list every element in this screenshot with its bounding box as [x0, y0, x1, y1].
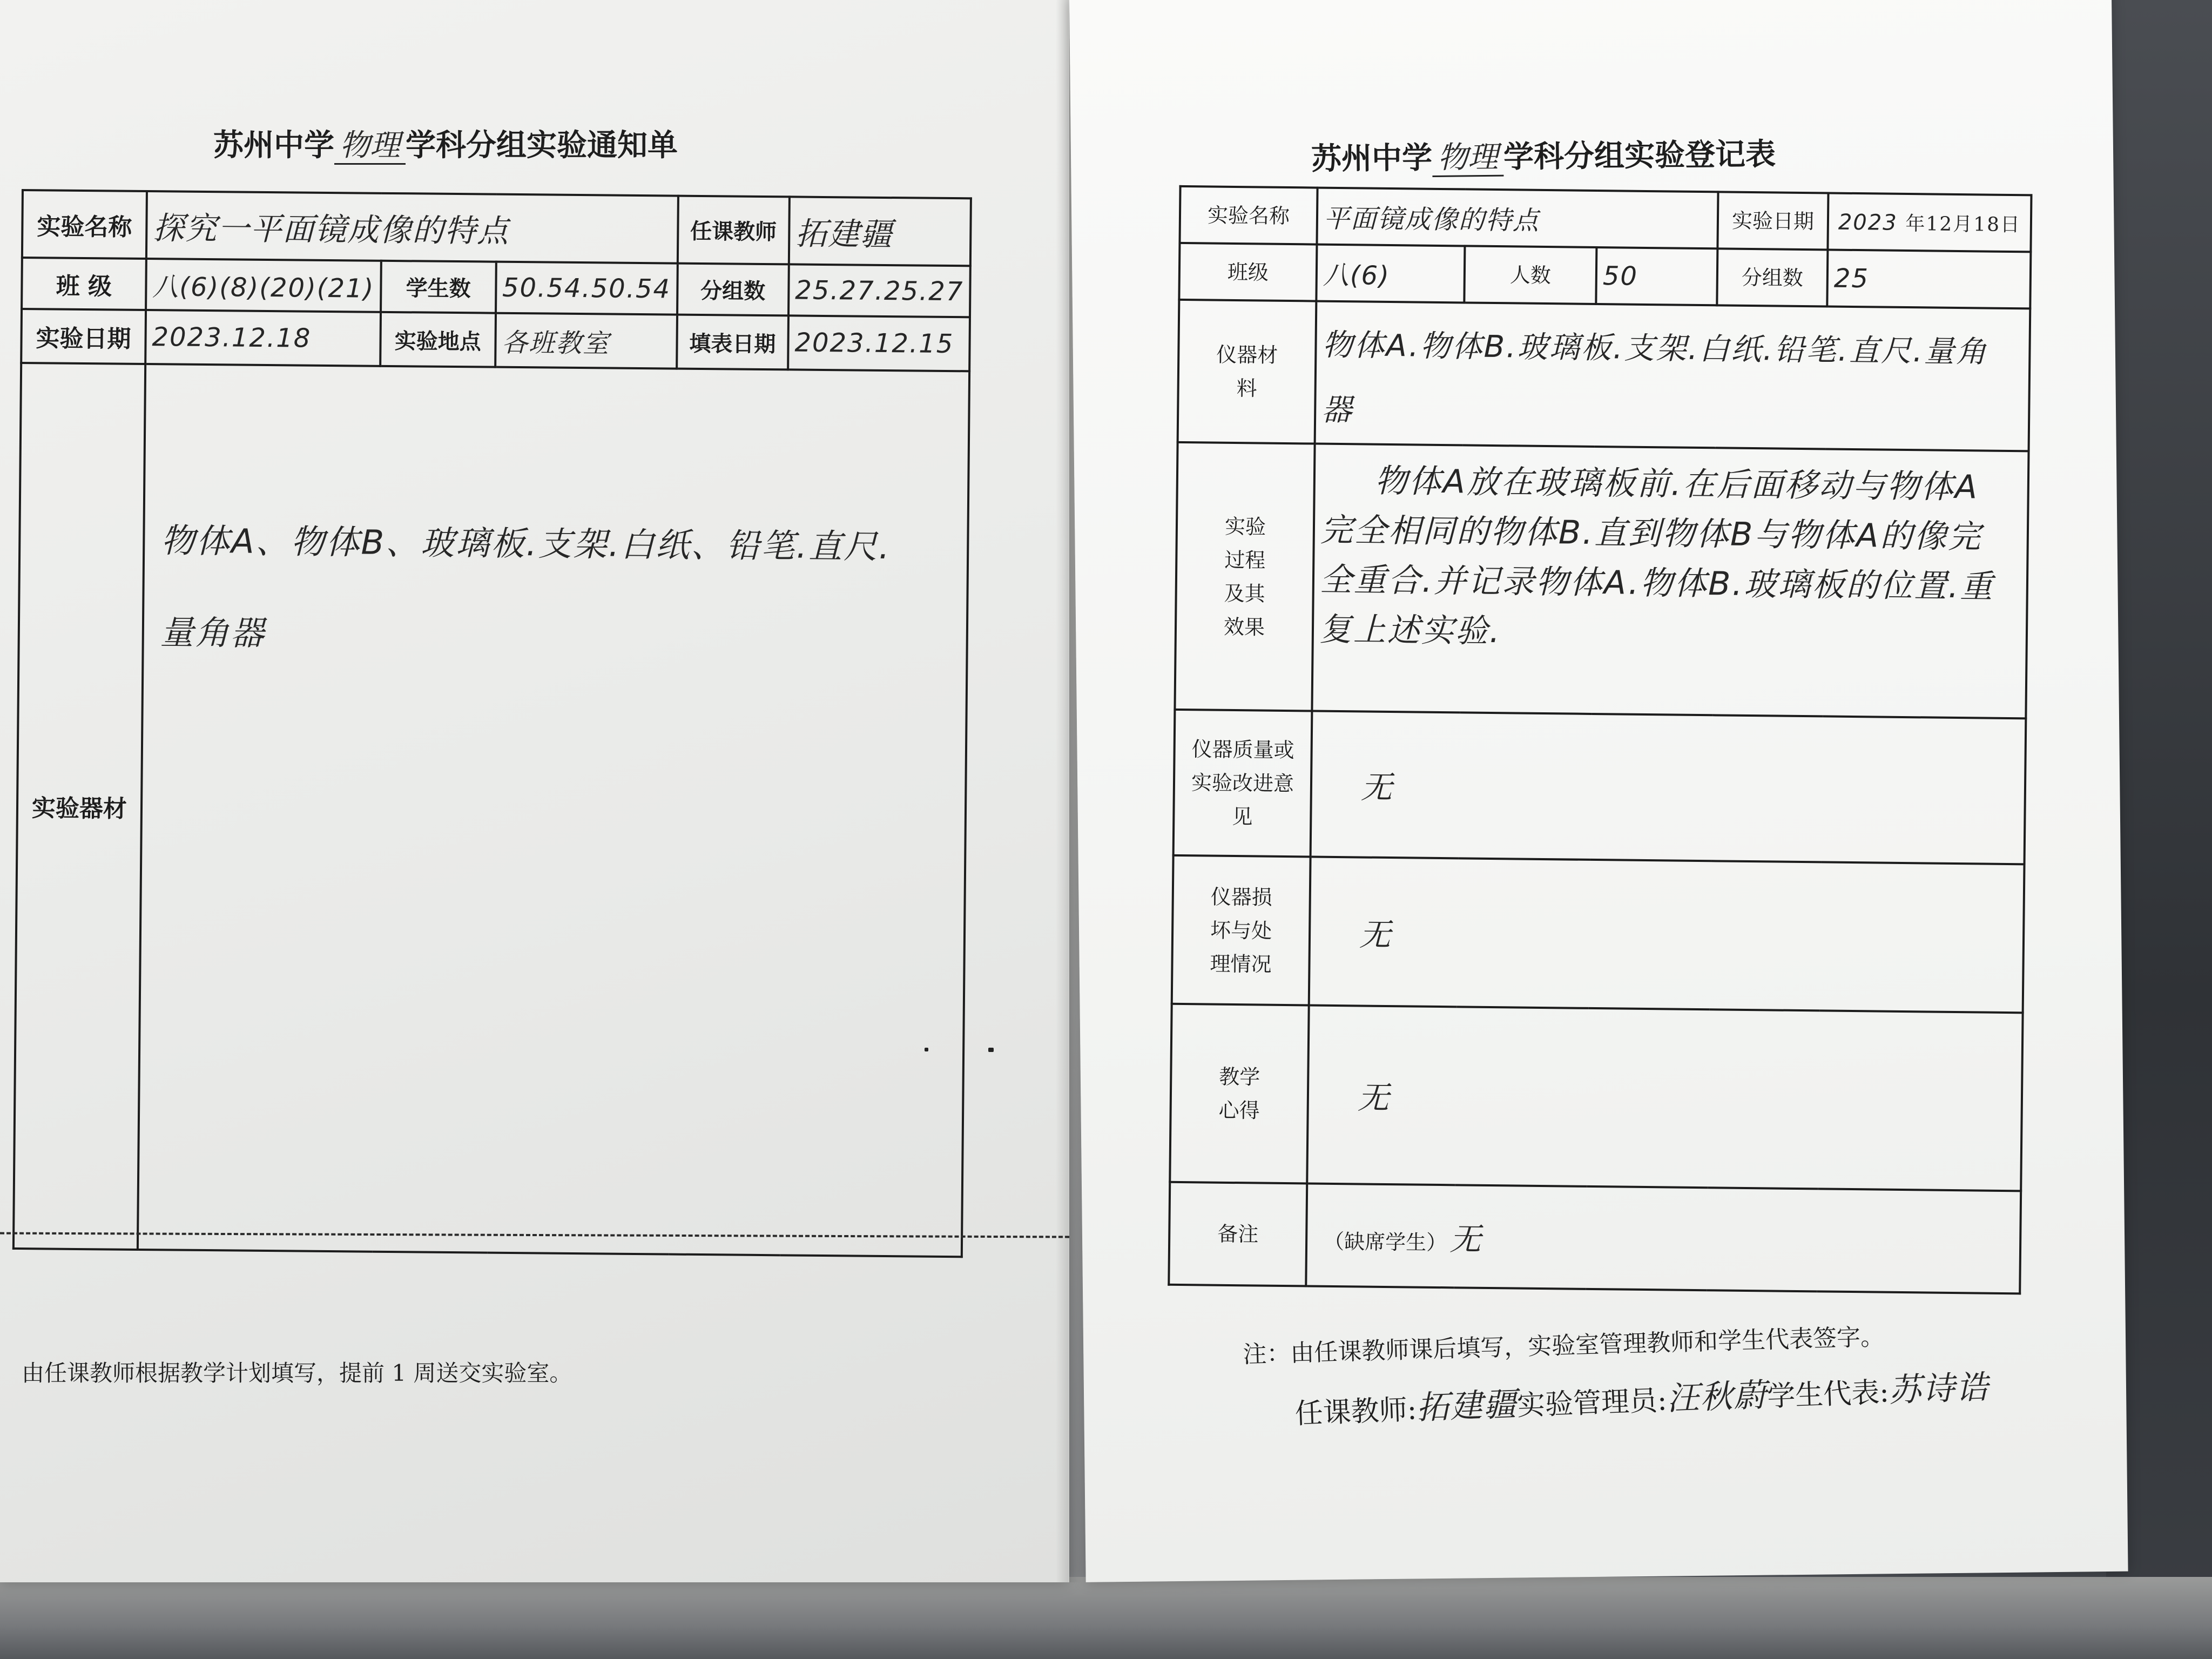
label-student-count: 学生数: [381, 261, 496, 313]
reg-label-quality: 仪器质量或实验改进意见: [1174, 710, 1312, 857]
label-equipment: 实验器材: [14, 363, 145, 1250]
reg-value-class: 八(6): [1316, 245, 1465, 303]
notice-title-subject: 物理: [334, 128, 406, 165]
sig-lab-manager-name: 汪秋蔚: [1666, 1376, 1768, 1418]
reg-value-materials: 物体A.物体B.玻璃板.支架.白纸.铅笔.直尺.量角器: [1321, 327, 1988, 428]
reg-label-process: 实验过程及其效果: [1175, 442, 1314, 711]
registry-title: [1311, 130, 1776, 178]
value-experiment-name: 探究一平面镜成像的特点: [146, 191, 678, 264]
label-class: 班 级: [22, 258, 146, 310]
notice-sheet: [0, 0, 1069, 1582]
value-location: 各班教室: [495, 313, 677, 369]
registry-title-subject: 物理: [1432, 140, 1504, 177]
value-teacher: 拓建疆: [789, 197, 971, 266]
registry-title-suffix: 学科分组实验登记表: [1503, 136, 1776, 175]
registry-sheet: [1069, 0, 2128, 1582]
reg-date-year: 2023: [1838, 210, 1898, 235]
ink-speck: [925, 1048, 928, 1051]
reg-label-class: 班级: [1179, 243, 1317, 301]
reg-value-experiment-date: [1827, 193, 2031, 252]
sig-student-rep-name: 苏诗诰: [1888, 1368, 1990, 1410]
reg-value-quality: 无: [1311, 711, 2026, 865]
reg-label-reflection: 教学心得: [1170, 1004, 1309, 1184]
label-group-count: 分组数: [677, 264, 789, 316]
reg-date-rest: 年12月18日: [1905, 212, 2021, 237]
registry-signatures: [1294, 1361, 1990, 1433]
value-student-count: 50.54.50.54: [496, 262, 678, 315]
reg-label-remarks: 备注: [1169, 1182, 1307, 1286]
value-class: 八(6)(8)(20)(21): [146, 259, 381, 312]
ink-speck: [988, 1048, 994, 1052]
value-experiment-date: 2023.12.18: [145, 310, 381, 366]
notice-table: [12, 189, 972, 1258]
sig-teacher-label: 任课教师:: [1294, 1393, 1418, 1431]
reg-label-damage: 仪器损坏与处理情况: [1172, 855, 1311, 1006]
label-experiment-date: 实验日期: [21, 309, 146, 364]
reg-label-experiment-name: 实验名称: [1179, 186, 1317, 245]
reg-value-process: 物体A放在玻璃板前.在后面移动与物体A完全相同的物体B.直到物体B与物体A的像完全重合.并记录物体A.物体B.玻璃板的位置.重复上述实验.: [1319, 462, 1994, 651]
reg-label-materials: 仪器材料: [1178, 300, 1317, 444]
sig-teacher-name: 拓建疆: [1415, 1385, 1518, 1427]
reg-remarks-cell: [1306, 1183, 2021, 1293]
value-fill-date: 2023.12.15: [788, 315, 970, 371]
notice-title: [213, 122, 678, 165]
sig-student-rep-label: 学生代表:: [1766, 1376, 1890, 1413]
label-teacher: 任课教师: [677, 196, 789, 265]
value-equipment: 物体A、物体B、玻璃板.支架.白纸、铅笔.直尺.量角器: [160, 521, 892, 653]
reg-value-group-count: 25: [1827, 249, 2031, 308]
label-experiment-name: 实验名称: [22, 190, 147, 259]
sig-lab-manager-label: 实验管理员:: [1516, 1384, 1668, 1422]
notice-title-school: 苏州中学: [213, 127, 334, 163]
notice-footer-note: 由任课教师根据教学计划填写，提前 1 周送交实验室。: [22, 1360, 572, 1386]
reg-value-experiment-name: 平面镜成像的特点: [1317, 188, 1718, 249]
value-group-count: 25.27.25.27: [788, 264, 970, 317]
reg-label-headcount: 人数: [1464, 246, 1596, 304]
registry-footer-note: 注：由任课教师课后填写，实验室管理教师和学生代表签字。: [1242, 1323, 1885, 1369]
registry-title-school: 苏州中学: [1311, 139, 1433, 177]
reg-value-absent: 无: [1449, 1220, 1482, 1258]
reg-value-reflection: 无: [1307, 1005, 2022, 1191]
reg-label-group-count: 分组数: [1717, 248, 1827, 306]
desk-surface-bottom: [0, 1577, 2212, 1659]
label-fill-date: 填表日期: [677, 315, 788, 370]
reg-label-absent: （缺席学生）: [1323, 1229, 1447, 1255]
reg-value-headcount: 50: [1596, 247, 1717, 305]
label-location: 实验地点: [380, 312, 495, 367]
registry-table: [1168, 185, 2032, 1294]
notice-title-suffix: 学科分组实验通知单: [406, 127, 678, 163]
reg-label-experiment-date: 实验日期: [1717, 192, 1828, 249]
reg-value-damage: 无: [1309, 857, 2025, 1013]
